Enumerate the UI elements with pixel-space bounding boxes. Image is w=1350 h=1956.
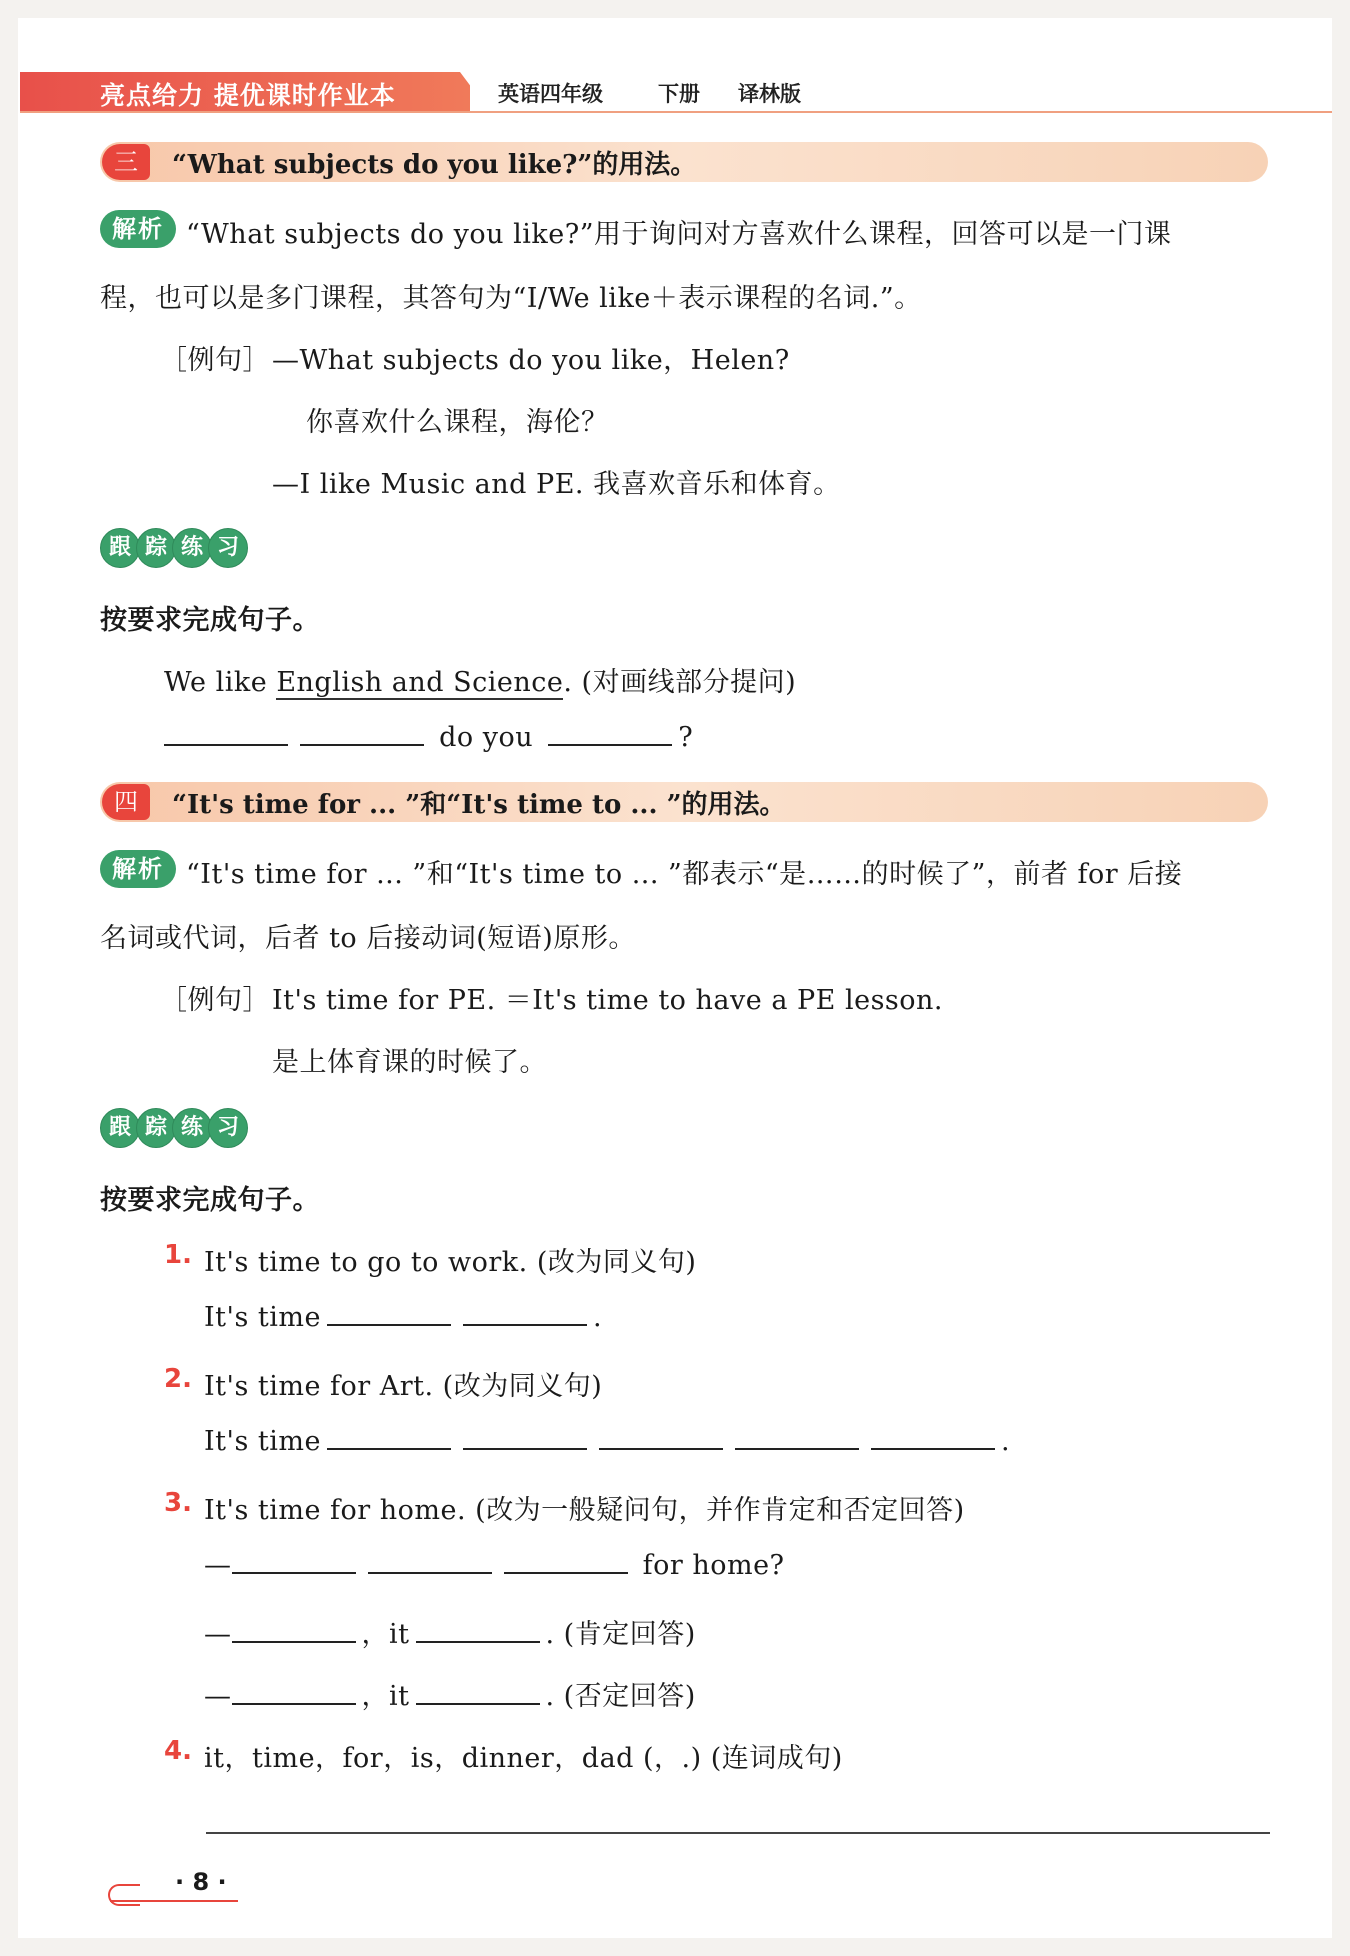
analysis-text-line2: 程，也可以是多门课程，其答句为“I/We like＋表示课程的名词.”。 — [100, 283, 922, 314]
answer-blank[interactable] — [232, 1681, 356, 1705]
question-number: 1. — [164, 1240, 192, 1270]
section-3-title: “What subjects do you like?”的用法。 — [172, 150, 697, 180]
answer-blank[interactable] — [300, 722, 424, 746]
question-sentence — [164, 660, 796, 699]
answer-3-negative — [204, 1674, 696, 1713]
practice-tag-char: 练 — [172, 528, 212, 568]
answer-text: do you — [439, 722, 534, 753]
answer-blank[interactable] — [368, 1550, 492, 1574]
question-suffix: . (对画线部分提问) — [563, 667, 797, 698]
question-number: 2. — [164, 1364, 192, 1394]
practice-tag-char: 踪 — [136, 528, 176, 568]
section-4-number: 四 — [102, 784, 150, 820]
answer-blank[interactable] — [548, 722, 672, 746]
practice-tag-char: 跟 — [100, 528, 140, 568]
section-4-title: “It's time for ... ”和“It's time to ... ”的用法。 — [172, 790, 786, 820]
answer-text: ，it — [361, 1619, 410, 1650]
answer-2: It's time . — [204, 1426, 1011, 1457]
example-question: —What subjects do you like，Helen? — [272, 345, 790, 376]
underlined-part: English and Science — [276, 667, 564, 698]
edition-label: 译林版 — [738, 82, 801, 106]
answer-end: ? — [678, 722, 694, 753]
series-title: 亮点给力 提优课时作业本 — [100, 81, 396, 110]
practice-tag-char: 跟 — [100, 1108, 140, 1148]
answer-text: for home? — [642, 1550, 785, 1581]
answer-prefix: It's time — [204, 1302, 321, 1333]
answer-blank[interactable] — [463, 1426, 587, 1450]
practice-tag-char: 习 — [208, 528, 248, 568]
analysis-tag: 解析 — [100, 210, 176, 248]
answer-1: It's time . — [204, 1302, 603, 1333]
answer-3-positive — [204, 1612, 696, 1651]
question-3: It's time for home. (改为一般疑问句，并作肯定和否定回答) — [204, 1495, 965, 1526]
dash: — — [204, 1550, 232, 1581]
volume-label: 下册 — [658, 82, 700, 106]
question-2: It's time for Art. (改为同义句) — [204, 1371, 603, 1402]
answer-blank[interactable] — [735, 1426, 859, 1450]
page-number-underline — [110, 1900, 238, 1902]
answer-blank[interactable] — [327, 1302, 451, 1326]
question-number: 4. — [164, 1736, 192, 1766]
example-sentence: It's time for PE. ＝It's time to have a PE lesson. — [272, 985, 944, 1016]
answer-blank[interactable] — [871, 1426, 995, 1450]
instruction: 按要求完成句子。 — [100, 1185, 320, 1216]
practice-tag-char: 练 — [172, 1108, 212, 1148]
answer-blank[interactable] — [327, 1426, 451, 1450]
dash: — — [204, 1619, 232, 1650]
dash: — — [204, 1681, 232, 1712]
answer-blank[interactable] — [463, 1302, 587, 1326]
analysis-text-line1: “It's time for ... ”和“It's time to ... ”都表示“是……的时候了”，前者 for 后接 — [186, 859, 1183, 890]
practice-tag-char: 习 — [208, 1108, 248, 1148]
answer-blank[interactable] — [232, 1550, 356, 1574]
example-label: ［例句］ — [160, 345, 270, 376]
analysis-text-line1: “What subjects do you like?”用于询问对方喜欢什么课程，回答可以是一门课 — [186, 219, 1172, 250]
practice-tag — [100, 528, 244, 568]
example-question-cn: 你喜欢什么课程，海伦？ — [306, 407, 609, 438]
answer-note: . (肯定回答) — [545, 1619, 696, 1650]
example-translation: 是上体育课的时候了。 — [272, 1047, 547, 1078]
practice-tag-char: 踪 — [136, 1108, 176, 1148]
analysis-tag: 解析 — [100, 850, 176, 888]
answer-4-line[interactable] — [206, 1832, 1270, 1834]
section-3-number: 三 — [102, 144, 150, 180]
answer-3-question — [204, 1550, 785, 1581]
page-number: · 8 · — [175, 1868, 227, 1896]
answer-blank[interactable] — [164, 722, 288, 746]
answer-blank[interactable] — [599, 1426, 723, 1450]
question-prefix: We like — [164, 667, 277, 698]
answer-note: . (否定回答) — [545, 1681, 696, 1712]
answer-blank[interactable] — [232, 1619, 356, 1643]
answer-text: ，it — [361, 1681, 410, 1712]
answer-line — [164, 722, 693, 753]
page-number-decoration — [108, 1884, 140, 1906]
answer-blank[interactable] — [416, 1619, 540, 1643]
answer-blank[interactable] — [504, 1550, 628, 1574]
instruction: 按要求完成句子。 — [100, 605, 320, 636]
practice-tag — [100, 1108, 244, 1148]
question-4: it，time，for，is，dinner，dad (，.) (连词成句) — [204, 1743, 843, 1774]
question-1: It's time to go to work. (改为同义句) — [204, 1247, 697, 1278]
example-label: ［例句］ — [160, 985, 270, 1016]
analysis-text-line2: 名词或代词，后者 to 后接动词(短语)原形。 — [100, 923, 636, 954]
answer-blank[interactable] — [416, 1681, 540, 1705]
answer-prefix: It's time — [204, 1426, 321, 1457]
subject-label: 英语四年级 — [498, 82, 603, 106]
example-answer: —I like Music and PE. 我喜欢音乐和体育。 — [272, 469, 841, 500]
header-divider — [20, 111, 1332, 113]
question-number: 3. — [164, 1488, 192, 1518]
